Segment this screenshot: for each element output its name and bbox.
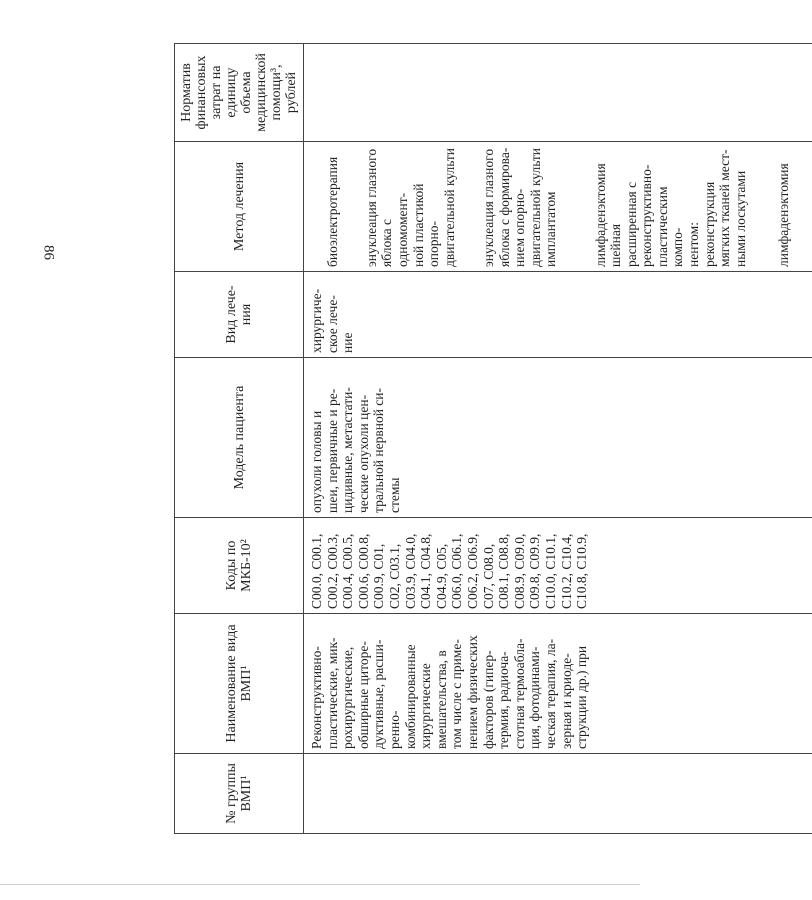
method-intro: биоэлектротерапия <box>324 156 340 267</box>
rotated-page-content <box>174 34 792 834</box>
method-item: лимфаденэктомия <box>776 163 792 267</box>
header-icd-codes: Коды по МКБ-10² <box>175 518 304 614</box>
method-item: энуклеация глазного яблока с одномомент- ной пластикой опорно- двигательной культи <box>363 147 457 267</box>
header-vmp-name: Наименование вида ВМП¹ <box>175 614 304 754</box>
header-patient-model: Модель пациента <box>175 358 304 518</box>
table-header-row <box>175 44 304 834</box>
header-group-number: № группы ВМП¹ <box>175 754 304 834</box>
method-item: лимфаденэктомия шейная расширенная с реконструктивно- пластическим компо- нентом: реконструкция мягких тканей мест- ными лоскутами <box>592 149 748 267</box>
cell-patient-model: опухоли головы и шеи, первичные и ре- цидивные, метастати- ческие опухоли цен- тральной нервной си- стемы <box>304 358 812 518</box>
scan-edge-mark <box>0 884 640 885</box>
cell-treatment-method <box>304 142 812 272</box>
cell-cost-norm <box>304 44 812 142</box>
cell-group-number <box>304 754 812 834</box>
table-row <box>304 44 812 834</box>
cell-icd-codes: C00.0, C00.1, C00.2, C00.3, C00.4, C00.5, C00.6, C00.8, C00.9, C01, C02, C03.1, C03.9, C04.0, C04.1, C04.8, C04.9, C05, C06.0, C06.1, C06.2, C06.9, C07, C08.0, C08.1, C08.8, C08.9, C09.0, C09.8, C09.9, C10.0, C10.1, C10.2, C10.4, C10.8, C10.9, <box>304 518 812 614</box>
cell-vmp-name: Реконструктивно- пластические, мик- рохирургические, обширные циторе- дуктивные, расши- ренно- комбинированные хирургические вмешательства, в том числе с приме- нением физических факторов (гипер- термия, радиоча- стотная термоабла- ция, фотодинами- ческая терапия, ла- зерная и криоде- струкции др.) при <box>304 614 812 754</box>
cell-treatment-type: хирургиче- ское лече- ние <box>304 272 812 358</box>
method-item: энуклеация глазного яблока с формирова- нием опорно- двигательной культи имплантатом <box>480 147 559 267</box>
header-treatment-method: Метод лечения <box>175 142 304 272</box>
header-treatment-type: Вид лече-ния <box>175 272 304 358</box>
vmp-table <box>174 43 812 834</box>
header-cost-norm: Норматив финансовых затрат на единицу объема медицинской помощи³, рублей <box>175 44 304 142</box>
page-number: 86 <box>40 245 57 260</box>
